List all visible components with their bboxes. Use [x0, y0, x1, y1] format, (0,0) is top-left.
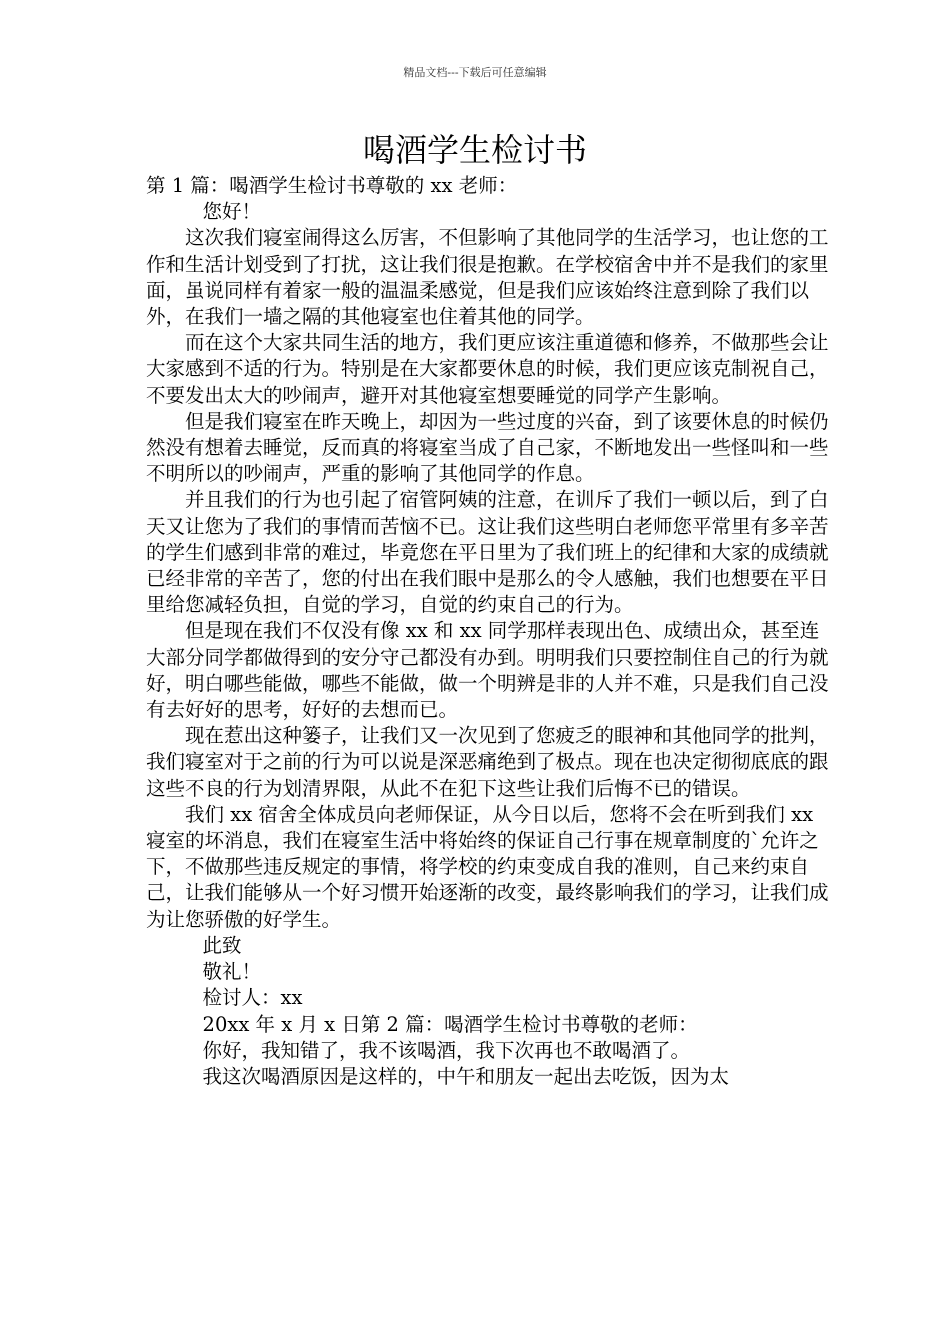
closing-line: 敬礼！ — [202, 960, 262, 984]
document-title: 喝酒学生检讨书 — [362, 131, 587, 169]
body-paragraph: 这次我们寝室闹得这么厉害，不但影响了其他同学的生活学习，也让您的工作和生活计划受到了打扰，这让我们很是抱歉。在学校宿舍中并不是我们的家里面，虽说同样有着家一般的温温柔感觉，但是我们应该始终注意到除了我们以外，在我们一墙之隔的其他寝室也住着其他的同学。 — [146, 226, 829, 329]
date-and-section-heading: 20xx 年 x 月 x 日第 2 篇：喝酒学生检讨书尊敬的老师： — [202, 1012, 698, 1036]
document-body — [146, 173, 832, 1090]
salutation: 您好！ — [202, 200, 262, 224]
page-header-note: 精品文档---下载后可任意编辑 — [403, 66, 547, 79]
body-paragraph: 我们 xx 宿舍全体成员向老师保证，从今日以后，您将不会在听到我们 xx 寝室的坏消息，我们在寝室生活中将始终的保证自己行事在规章制度的`允许之下，不做那些违反规定的事情，将学校的约束变成自我的准则，自己来约束自己，让我们能够从一个好习惯开始逐渐的改变，最终影响我们的学习，让我们成为让您骄傲的好学生。 — [146, 802, 829, 931]
section-heading: 第 1 篇：喝酒学生检讨书尊敬的 xx 老师： — [146, 174, 518, 197]
signature-line: 检讨人：xx — [202, 986, 303, 1010]
body-paragraph: 但是现在我们不仅没有像 xx 和 xx 同学那样表现出色、成绩出众，甚至连大部分同学都做得到的安分守己都没有办到。明明我们只要控制住自己的行为就好，明白哪些能做，哪些不能做，做一个明辨是非的人并不难，只是我们自己没有去好好的思考，好好的去想而已。 — [146, 619, 829, 722]
body-paragraph: 我这次喝酒原因是这样的，中午和朋友一起出去吃饭，因为太 — [202, 1064, 730, 1088]
body-paragraph: 而在这个大家共同生活的地方，我们更应该注重道德和修养，不做那些会让大家感到不适的行为。特别是在大家都要休息的时候，我们更应该克制祝自己，不要发出太大的吵闹声，避开对其他寝室想要睡觉的同学产生影响。 — [146, 331, 829, 407]
body-paragraph: 你好，我知错了，我不该喝酒，我下次再也不敢喝酒了。 — [202, 1038, 691, 1062]
body-paragraph: 但是我们寝室在昨天晚上，却因为一些过度的兴奋，到了该要休息的时候仍然没有想着去睡觉，反而真的将寝室当成了自己家，不断地发出一些怪叫和一些不明所以的吵闹声，严重的影响了其他同学的作息。 — [146, 409, 829, 486]
body-paragraph: 现在惹出这种篓子，让我们又一次见到了您疲乏的眼神和其他同学的批判，我们寝室对于之前的行为可以说是深恶痛绝到了极点。现在也决定彻彻底底的跟这些不良的行为划清界限，从此不在犯下这些让我们后悔不已的错误。 — [146, 724, 829, 800]
body-paragraph: 并且我们的行为也引起了宿管阿姨的注意，在训斥了我们一顿以后，到了白天又让您为了我们的事情而苦恼不已。这让我们这些明白老师您平常里有多辛苦的学生们感到非常的难过，毕竟您在平日里为了我们班上的纪律和大家的成绩就已经非常的辛苦了，您的付出在我们眼中是那么的令人感触，我们也想要在平日里给您减轻负担，自觉的学习，自觉的约束自己的行为。 — [146, 488, 829, 617]
closing-line: 此致 — [202, 933, 242, 957]
